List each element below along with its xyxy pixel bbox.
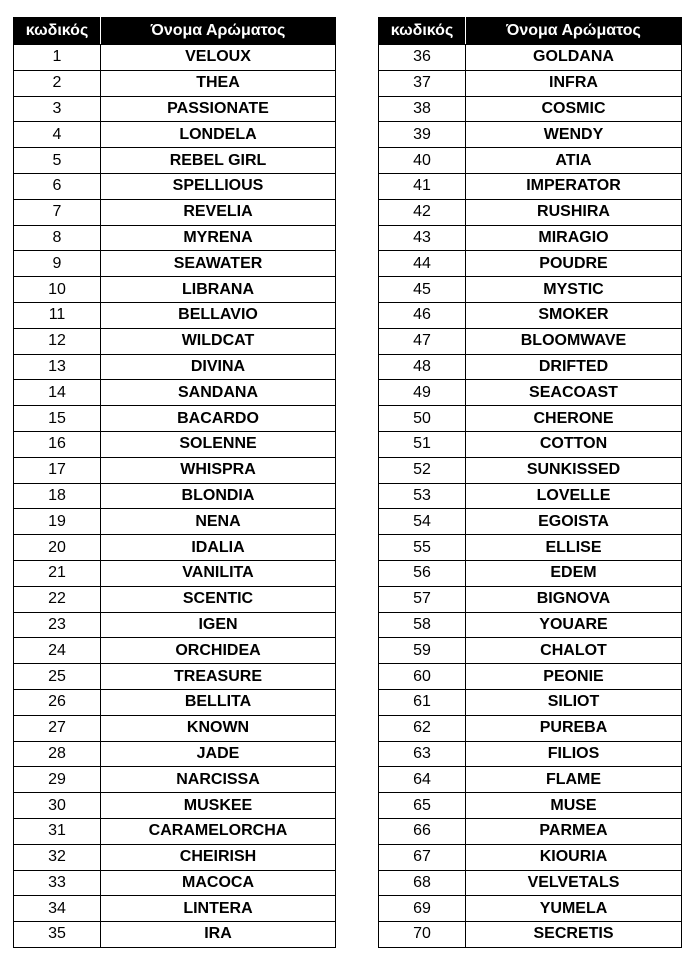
fragrance-name: ORCHIDEA — [101, 638, 336, 664]
fragrance-name: POUDRE — [466, 251, 682, 277]
table-row — [14, 225, 336, 251]
table-row — [379, 122, 682, 148]
table-row — [379, 354, 682, 380]
table-row — [379, 148, 682, 174]
fragrance-code: 6 — [14, 173, 101, 199]
table-row — [379, 509, 682, 535]
fragrance-code: 14 — [14, 380, 101, 406]
fragrance-name: MIRAGIO — [466, 225, 682, 251]
fragrance-name: MUSKEE — [101, 793, 336, 819]
fragrance-name: IRA — [101, 922, 336, 948]
fragrance-code: 2 — [14, 70, 101, 96]
fragrance-name: SEAWATER — [101, 251, 336, 277]
table-row — [379, 715, 682, 741]
table-row — [379, 328, 682, 354]
fragrance-code: 60 — [379, 664, 466, 690]
table-row — [379, 689, 682, 715]
table-row — [14, 431, 336, 457]
fragrance-name: FILIOS — [466, 741, 682, 767]
fragrance-name: GOLDANA — [466, 45, 682, 71]
fragrance-code: 53 — [379, 483, 466, 509]
table-row — [14, 45, 336, 71]
fragrance-code: 58 — [379, 612, 466, 638]
fragrance-name: WILDCAT — [101, 328, 336, 354]
fragrance-name: BLONDIA — [101, 483, 336, 509]
table-row — [379, 277, 682, 303]
fragrance-code: 56 — [379, 560, 466, 586]
fragrance-name: COTTON — [466, 431, 682, 457]
fragrance-code: 17 — [14, 457, 101, 483]
table-row — [379, 302, 682, 328]
table-row — [14, 535, 336, 561]
fragrance-code: 57 — [379, 586, 466, 612]
fragrance-code: 5 — [14, 148, 101, 174]
fragrance-code: 33 — [14, 870, 101, 896]
fragrance-code: 4 — [14, 122, 101, 148]
table-row — [14, 96, 336, 122]
table-row — [14, 251, 336, 277]
fragrance-code: 32 — [14, 844, 101, 870]
table-row — [379, 664, 682, 690]
header-row — [379, 18, 682, 45]
table-row — [14, 793, 336, 819]
fragrance-name: DIVINA — [101, 354, 336, 380]
fragrance-code: 7 — [14, 199, 101, 225]
fragrance-code: 23 — [14, 612, 101, 638]
fragrance-name: PEONIE — [466, 664, 682, 690]
fragrance-code: 59 — [379, 638, 466, 664]
fragrance-code: 70 — [379, 922, 466, 948]
fragrance-code: 34 — [14, 896, 101, 922]
table-row — [14, 173, 336, 199]
fragrance-code: 3 — [14, 96, 101, 122]
fragrance-code: 68 — [379, 870, 466, 896]
fragrance-name: SILIOT — [466, 689, 682, 715]
table-row — [379, 251, 682, 277]
table-row — [379, 483, 682, 509]
fragrance-name: SECRETIS — [466, 922, 682, 948]
fragrance-name: VANILITA — [101, 560, 336, 586]
table-row — [14, 638, 336, 664]
fragrance-code: 8 — [14, 225, 101, 251]
fragrance-code: 25 — [14, 664, 101, 690]
fragrance-code: 44 — [379, 251, 466, 277]
table-row — [14, 302, 336, 328]
fragrance-code: 47 — [379, 328, 466, 354]
fragrance-code: 16 — [14, 431, 101, 457]
fragrance-code: 10 — [14, 277, 101, 303]
table-row — [14, 870, 336, 896]
table-row — [14, 586, 336, 612]
table-row — [379, 45, 682, 71]
fragrance-name: DRIFTED — [466, 354, 682, 380]
table-row — [14, 509, 336, 535]
fragrance-name: SOLENNE — [101, 431, 336, 457]
table-row — [14, 483, 336, 509]
table-row — [14, 148, 336, 174]
fragrance-name: KIOURIA — [466, 844, 682, 870]
table-row — [14, 560, 336, 586]
table-row — [379, 638, 682, 664]
fragrance-name: CARAMELORCHA — [101, 818, 336, 844]
fragrance-code: 26 — [14, 689, 101, 715]
fragrance-name: BIGNOVA — [466, 586, 682, 612]
fragrance-name: IMPERATOR — [466, 173, 682, 199]
table-row — [14, 380, 336, 406]
table-row — [14, 70, 336, 96]
fragrance-name: CHERONE — [466, 406, 682, 432]
fragrance-code: 1 — [14, 45, 101, 71]
table-body-left — [14, 45, 336, 948]
table-row — [14, 406, 336, 432]
fragrance-code: 27 — [14, 715, 101, 741]
fragrance-code: 29 — [14, 767, 101, 793]
fragrance-name: VELOUX — [101, 45, 336, 71]
fragrance-name: TREASURE — [101, 664, 336, 690]
fragrance-code: 49 — [379, 380, 466, 406]
fragrance-code: 30 — [14, 793, 101, 819]
table-row — [14, 741, 336, 767]
fragrance-code: 9 — [14, 251, 101, 277]
fragrance-name: IDALIA — [101, 535, 336, 561]
table-row — [14, 328, 336, 354]
fragrance-name: SANDANA — [101, 380, 336, 406]
table-row — [14, 922, 336, 948]
fragrance-code: 22 — [14, 586, 101, 612]
table-row — [379, 870, 682, 896]
table-row — [14, 715, 336, 741]
fragrance-name: BELLAVIO — [101, 302, 336, 328]
table-body-right — [379, 45, 682, 948]
fragrance-code: 39 — [379, 122, 466, 148]
fragrance-code: 37 — [379, 70, 466, 96]
table-row — [379, 612, 682, 638]
table-row — [14, 354, 336, 380]
name-column-header: Όνομα Αρώματος — [101, 18, 336, 45]
fragrance-code: 28 — [14, 741, 101, 767]
fragrance-code: 41 — [379, 173, 466, 199]
fragrance-code: 35 — [14, 922, 101, 948]
fragrance-name: FLAME — [466, 767, 682, 793]
table-row — [379, 173, 682, 199]
fragrance-name: IGEN — [101, 612, 336, 638]
fragrance-code: 66 — [379, 818, 466, 844]
table-row — [379, 535, 682, 561]
fragrance-name: MYRENA — [101, 225, 336, 251]
fragrance-name: PASSIONATE — [101, 96, 336, 122]
fragrance-code: 65 — [379, 793, 466, 819]
fragrance-name: SCENTIC — [101, 586, 336, 612]
fragrance-code: 51 — [379, 431, 466, 457]
table-row — [379, 922, 682, 948]
table-row — [379, 818, 682, 844]
fragrance-code: 13 — [14, 354, 101, 380]
fragrance-code: 12 — [14, 328, 101, 354]
fragrance-name: NENA — [101, 509, 336, 535]
fragrance-code: 67 — [379, 844, 466, 870]
table-row — [14, 199, 336, 225]
fragrance-name: SEACOAST — [466, 380, 682, 406]
name-column-header: Όνομα Αρώματος — [466, 18, 682, 45]
fragrance-table-right — [378, 17, 682, 948]
fragrance-code: 63 — [379, 741, 466, 767]
fragrance-code: 24 — [14, 638, 101, 664]
fragrance-name: CHALOT — [466, 638, 682, 664]
table-row — [379, 199, 682, 225]
fragrance-name: THEA — [101, 70, 336, 96]
fragrance-code: 64 — [379, 767, 466, 793]
table-row — [14, 844, 336, 870]
table-row — [379, 741, 682, 767]
fragrance-code: 20 — [14, 535, 101, 561]
table-row — [14, 896, 336, 922]
fragrance-name: PARMEA — [466, 818, 682, 844]
fragrance-name: PUREBA — [466, 715, 682, 741]
fragrance-code: 38 — [379, 96, 466, 122]
fragrance-code: 19 — [14, 509, 101, 535]
fragrance-name: INFRA — [466, 70, 682, 96]
fragrance-name: SPELLIOUS — [101, 173, 336, 199]
fragrance-code: 62 — [379, 715, 466, 741]
fragrance-code: 40 — [379, 148, 466, 174]
fragrance-name: LIBRANA — [101, 277, 336, 303]
table-row — [379, 457, 682, 483]
table-row — [379, 844, 682, 870]
fragrance-code: 15 — [14, 406, 101, 432]
table-row — [14, 818, 336, 844]
fragrance-name: YUMELA — [466, 896, 682, 922]
fragrance-code: 54 — [379, 509, 466, 535]
table-row — [14, 664, 336, 690]
table-row — [379, 225, 682, 251]
fragrance-code: 55 — [379, 535, 466, 561]
table-row — [379, 406, 682, 432]
fragrance-name: REVELIA — [101, 199, 336, 225]
table-row — [14, 612, 336, 638]
fragrance-name: KNOWN — [101, 715, 336, 741]
fragrance-code: 18 — [14, 483, 101, 509]
fragrance-code: 36 — [379, 45, 466, 71]
fragrance-code: 48 — [379, 354, 466, 380]
code-column-header: κωδικός — [14, 18, 101, 45]
fragrance-code: 69 — [379, 896, 466, 922]
table-row — [379, 70, 682, 96]
header-row — [14, 18, 336, 45]
table-row — [379, 380, 682, 406]
table-row — [379, 560, 682, 586]
fragrance-code: 42 — [379, 199, 466, 225]
fragrance-name: EGOISTA — [466, 509, 682, 535]
fragrance-code: 61 — [379, 689, 466, 715]
fragrance-code: 46 — [379, 302, 466, 328]
fragrance-name: EDEM — [466, 560, 682, 586]
fragrance-name: ATIA — [466, 148, 682, 174]
fragrance-name: NARCISSA — [101, 767, 336, 793]
fragrance-code: 31 — [14, 818, 101, 844]
table-row — [379, 896, 682, 922]
fragrance-name: REBEL GIRL — [101, 148, 336, 174]
fragrance-name: MACOCA — [101, 870, 336, 896]
fragrance-name: COSMIC — [466, 96, 682, 122]
fragrance-name: SUNKISSED — [466, 457, 682, 483]
fragrance-code: 52 — [379, 457, 466, 483]
fragrance-name: LONDELA — [101, 122, 336, 148]
table-row — [14, 689, 336, 715]
table-row — [14, 767, 336, 793]
table-row — [379, 586, 682, 612]
table-row — [379, 431, 682, 457]
fragrance-name: RUSHIRA — [466, 199, 682, 225]
table-row — [14, 457, 336, 483]
fragrance-code: 11 — [14, 302, 101, 328]
fragrance-name: MUSE — [466, 793, 682, 819]
fragrance-name: MYSTIC — [466, 277, 682, 303]
fragrance-table-left — [13, 17, 336, 948]
table-row — [379, 793, 682, 819]
table-row — [379, 767, 682, 793]
fragrance-name: LINTERA — [101, 896, 336, 922]
fragrance-name: BELLITA — [101, 689, 336, 715]
fragrance-code: 43 — [379, 225, 466, 251]
fragrance-name: VELVETALS — [466, 870, 682, 896]
fragrance-name: YOUARE — [466, 612, 682, 638]
fragrance-name: BLOOMWAVE — [466, 328, 682, 354]
fragrance-name: LOVELLE — [466, 483, 682, 509]
fragrance-code: 21 — [14, 560, 101, 586]
fragrance-name: WENDY — [466, 122, 682, 148]
fragrance-name: BACARDO — [101, 406, 336, 432]
table-row — [379, 96, 682, 122]
fragrance-name: SMOKER — [466, 302, 682, 328]
fragrance-code: 50 — [379, 406, 466, 432]
table-row — [14, 122, 336, 148]
fragrance-code: 45 — [379, 277, 466, 303]
fragrance-name: ELLISE — [466, 535, 682, 561]
fragrance-name: CHEIRISH — [101, 844, 336, 870]
fragrance-name: WHISPRA — [101, 457, 336, 483]
table-row — [14, 277, 336, 303]
fragrance-name: JADE — [101, 741, 336, 767]
code-column-header: κωδικός — [379, 18, 466, 45]
